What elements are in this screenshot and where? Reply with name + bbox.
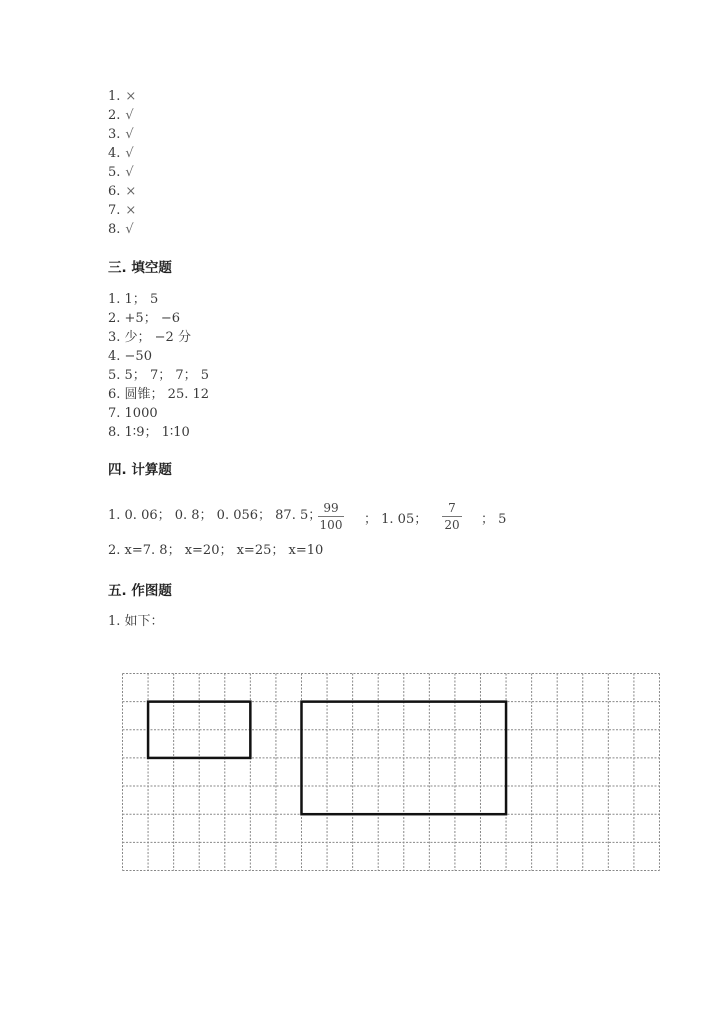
judgement-answer-item	[108, 165, 134, 181]
judgement-answer-item	[108, 127, 134, 143]
fraction-bar	[442, 516, 462, 517]
calc-answer-2: 2. x=7. 8； x=20； x=25； x=10	[108, 543, 324, 558]
fraction-denominator: 20	[444, 518, 460, 532]
item-number: 6.	[108, 184, 121, 199]
item-number: 1.	[108, 89, 121, 104]
judgement-answer-item	[108, 108, 134, 124]
check-mark-icon: √	[125, 222, 134, 237]
fill-blank-answer-item: 1. 1； 5	[108, 292, 159, 307]
fraction-numerator: 99	[323, 501, 339, 515]
fill-blank-answer-item: 6. 圆锥； 25. 12	[108, 387, 210, 402]
fill-blank-answer-item: 8. 1∶9； 1∶10	[108, 425, 190, 440]
calc-answer-1-mid: ； 1. 05；	[364, 512, 428, 527]
fraction-bar	[318, 516, 344, 517]
fraction-denominator: 100	[319, 518, 343, 532]
item-number: 8.	[108, 222, 121, 237]
calc-answer-1-prefix: 1. 0. 06； 0. 8； 0. 056； 87. 5；	[108, 508, 322, 523]
check-mark-icon: √	[125, 108, 134, 123]
item-number: 5.	[108, 165, 121, 180]
answer-grid-drawing	[122, 673, 662, 873]
cross-mark-icon: ×	[125, 203, 137, 218]
item-number: 3.	[108, 127, 121, 142]
calc-answer-1-suffix: ； 5	[481, 512, 507, 527]
judgement-answer-item	[108, 146, 134, 162]
fill-blank-answer-item: 7. 1000	[108, 406, 158, 421]
drawing-answer-1-label: 1. 如下：	[108, 614, 164, 629]
fill-blank-answer-item: 3. 少； −2 分	[108, 330, 191, 345]
cross-mark-icon: ×	[125, 184, 137, 199]
fraction-7-20	[442, 501, 462, 532]
judgement-answer-item	[108, 222, 134, 238]
section-title-drawing: 五. 作图题	[108, 583, 172, 599]
section-title-calculation: 四. 计算题	[108, 462, 172, 478]
fill-blank-answer-item: 5. 5； 7； 7； 5	[108, 368, 210, 383]
fill-blank-answer-item: 2. +5； −6	[108, 311, 180, 326]
section-title-fill-blank: 三. 填空题	[108, 260, 172, 276]
check-mark-icon: √	[125, 146, 134, 161]
judgement-answer-item	[108, 89, 136, 105]
cross-mark-icon: ×	[125, 89, 137, 104]
fraction-numerator: 7	[448, 501, 456, 515]
item-number: 2.	[108, 108, 121, 123]
judgement-answer-item	[108, 184, 136, 200]
item-number: 4.	[108, 146, 121, 161]
item-number: 7.	[108, 203, 121, 218]
judgement-answer-item	[108, 203, 136, 219]
fill-blank-answer-item: 4. −50	[108, 349, 152, 364]
check-mark-icon: √	[125, 127, 134, 142]
fraction-99-100	[318, 501, 344, 532]
check-mark-icon: √	[125, 165, 134, 180]
